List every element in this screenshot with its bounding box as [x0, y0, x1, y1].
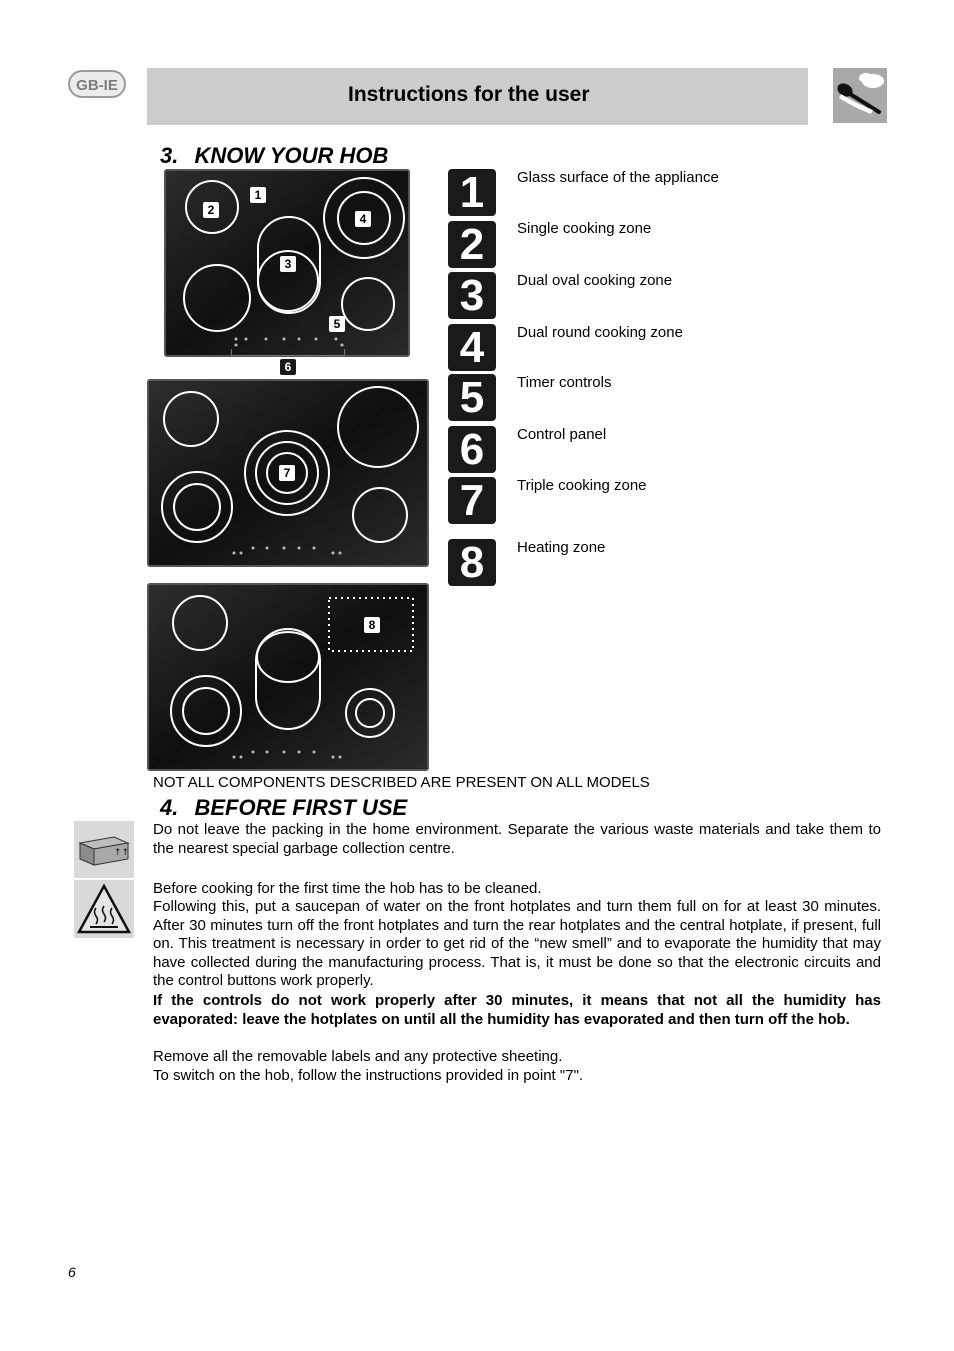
- switch-on-paragraph: To switch on the hob, follow the instructions provided in point "7".: [153, 1067, 584, 1084]
- cleaning-paragraph-1: Before cooking for the first time the hob has to be cleaned.: [153, 880, 542, 897]
- hob-diagram-1: [164, 169, 410, 357]
- packing-box-icon: [74, 821, 134, 878]
- section-3-number: 3.: [160, 143, 179, 168]
- callout-3: 3: [280, 256, 296, 272]
- components-note: NOT ALL COMPONENTS DESCRIBED ARE PRESENT ON ALL MODELS: [153, 774, 650, 791]
- section-4-title: BEFORE FIRST USE: [194, 795, 408, 820]
- legend-label-6: Control panel: [517, 426, 607, 443]
- page-title: Instructions for the user: [348, 83, 590, 106]
- warning-paragraph: If the controls do not work properly after 30 minutes, it means that not all the humidity has evaporated: leave the hotplates on until all the humidity has evaporated and then turn off the hob.: [153, 992, 881, 1028]
- section-4-number: 4.: [160, 795, 179, 820]
- legend-label-4: Dual round cooking zone: [517, 324, 683, 341]
- legend-label-3: Dual oval cooking zone: [517, 272, 673, 289]
- legend-number-3: 3: [448, 272, 496, 319]
- legend-number-4: 4: [448, 324, 496, 371]
- section-3-heading: [160, 143, 388, 169]
- cleaning-paragraph-2: Following this, put a saucepan of water on the front hotplates and turn them full on for at least 30 minutes. After 30 minutes turn off the front hotplates and turn the rear hotplates and the central hotplate, if present, full on. This treatment is necessary in order to get rid of the “new smell” and to evaporate the humidity that may have collected during the manufacturing process. That is, it must be done so that the electronic circuits and the control buttons work properly.: [153, 898, 881, 990]
- control-panel-bracket: [231, 349, 345, 356]
- callout-2: 2: [203, 202, 219, 218]
- callout-5: 5: [329, 316, 345, 332]
- svg-text:↑↑: ↑↑: [114, 848, 130, 858]
- callout-8: 8: [364, 617, 380, 633]
- legend-label-2: Single cooking zone: [517, 220, 652, 237]
- legend-label-8: Heating zone: [517, 539, 606, 556]
- chef-spoon-icon: [833, 68, 887, 123]
- legend-label-5: Timer controls: [517, 374, 612, 391]
- legend-number-8: 8: [448, 539, 496, 586]
- legend-label-7: Triple cooking zone: [517, 477, 647, 494]
- section-4-heading: [160, 795, 407, 821]
- page-number: 6: [68, 1264, 76, 1280]
- legend-number-2: 2: [448, 221, 496, 268]
- legend-number-7: 7: [448, 477, 496, 524]
- section-3-title: KNOW YOUR HOB: [194, 143, 389, 168]
- callout-7: 7: [279, 465, 295, 481]
- region-badge: GB-IE: [68, 70, 126, 98]
- callout-6: 6: [280, 359, 296, 375]
- hob-diagram-2: [147, 379, 429, 567]
- labels-paragraph: Remove all the removable labels and any protective sheeting.: [153, 1048, 563, 1065]
- callout-1: 1: [250, 187, 266, 203]
- hot-surface-warning-icon: [74, 880, 134, 938]
- legend-number-1: 1: [448, 169, 496, 216]
- legend-label-1: Glass surface of the appliance: [517, 169, 719, 186]
- hob-diagram-3: [147, 583, 429, 771]
- legend-number-6: 6: [448, 426, 496, 473]
- legend-number-5: 5: [448, 374, 496, 421]
- callout-4: 4: [355, 211, 371, 227]
- packing-paragraph: Do not leave the packing in the home environment. Separate the various waste materials and take them to the nearest special garbage collection centre.: [153, 821, 881, 857]
